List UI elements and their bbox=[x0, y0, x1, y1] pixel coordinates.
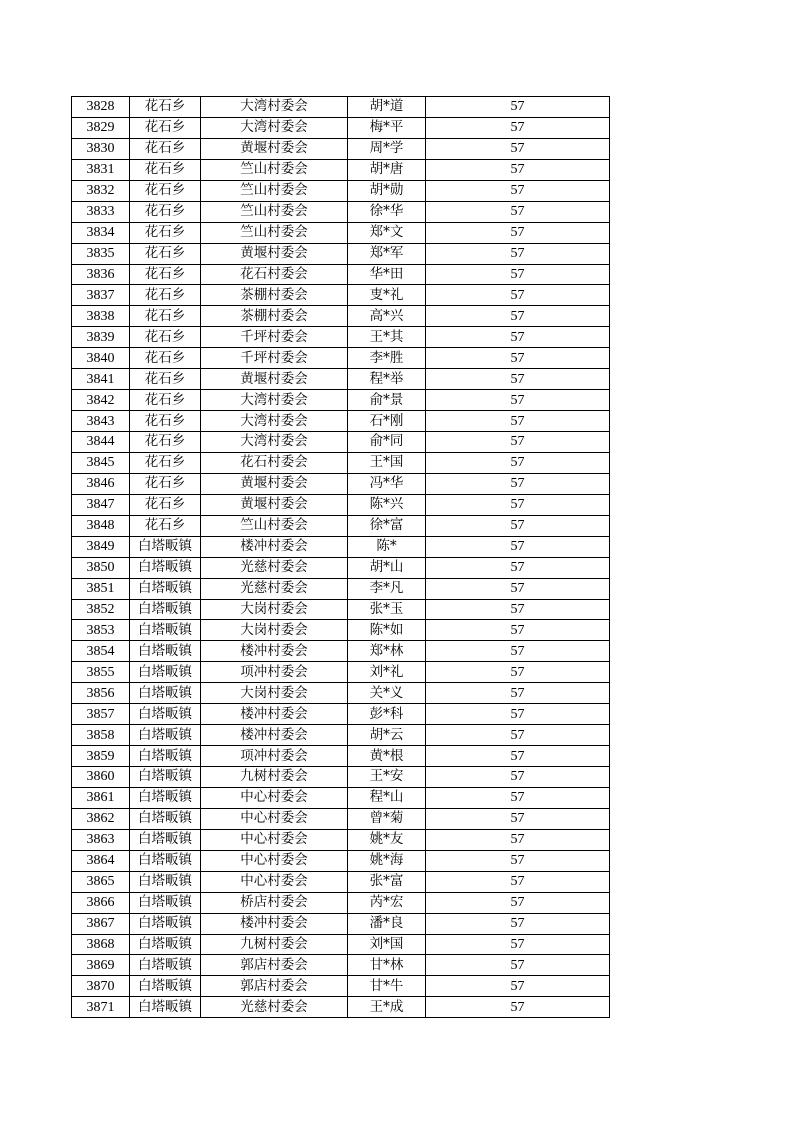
person-name-cell: 陈*如 bbox=[348, 620, 426, 641]
row-number-cell: 3870 bbox=[72, 976, 130, 997]
row-number-cell: 3849 bbox=[72, 536, 130, 557]
village-committee-cell: 大湾村委会 bbox=[201, 97, 348, 118]
table-row bbox=[72, 369, 610, 390]
table-row bbox=[72, 850, 610, 871]
table-row bbox=[72, 285, 610, 306]
table-row bbox=[72, 201, 610, 222]
row-number-cell: 3842 bbox=[72, 390, 130, 411]
village-committee-cell: 郭店村委会 bbox=[201, 955, 348, 976]
village-committee-cell: 大岗村委会 bbox=[201, 599, 348, 620]
township-cell: 白塔畈镇 bbox=[130, 808, 201, 829]
amount-cell: 57 bbox=[426, 871, 610, 892]
township-cell: 白塔畈镇 bbox=[130, 599, 201, 620]
person-name-cell: 甘*林 bbox=[348, 955, 426, 976]
amount-cell: 57 bbox=[426, 243, 610, 264]
person-name-cell: 刘*国 bbox=[348, 934, 426, 955]
row-number-cell: 3856 bbox=[72, 683, 130, 704]
township-cell: 白塔畈镇 bbox=[130, 955, 201, 976]
township-cell: 白塔畈镇 bbox=[130, 829, 201, 850]
village-committee-cell: 黄堰村委会 bbox=[201, 243, 348, 264]
village-committee-cell: 大岗村委会 bbox=[201, 620, 348, 641]
village-committee-cell: 千坪村委会 bbox=[201, 348, 348, 369]
row-number-cell: 3847 bbox=[72, 494, 130, 515]
person-name-cell: 胡*云 bbox=[348, 725, 426, 746]
row-number-cell: 3854 bbox=[72, 641, 130, 662]
amount-cell: 57 bbox=[426, 850, 610, 871]
row-number-cell: 3851 bbox=[72, 578, 130, 599]
amount-cell: 57 bbox=[426, 369, 610, 390]
village-committee-cell: 大湾村委会 bbox=[201, 411, 348, 432]
amount-cell: 57 bbox=[426, 285, 610, 306]
person-name-cell: 徐*华 bbox=[348, 201, 426, 222]
table-row bbox=[72, 997, 610, 1018]
township-cell: 花石乡 bbox=[130, 159, 201, 180]
township-cell: 花石乡 bbox=[130, 494, 201, 515]
amount-cell: 57 bbox=[426, 704, 610, 725]
person-name-cell: 王*安 bbox=[348, 767, 426, 788]
amount-cell: 57 bbox=[426, 180, 610, 201]
amount-cell: 57 bbox=[426, 536, 610, 557]
row-number-cell: 3871 bbox=[72, 997, 130, 1018]
village-committee-cell: 中心村委会 bbox=[201, 829, 348, 850]
township-cell: 白塔畈镇 bbox=[130, 620, 201, 641]
amount-cell: 57 bbox=[426, 913, 610, 934]
amount-cell: 57 bbox=[426, 829, 610, 850]
amount-cell: 57 bbox=[426, 808, 610, 829]
township-cell: 白塔畈镇 bbox=[130, 725, 201, 746]
amount-cell: 57 bbox=[426, 767, 610, 788]
village-committee-cell: 九树村委会 bbox=[201, 934, 348, 955]
township-cell: 白塔畈镇 bbox=[130, 976, 201, 997]
village-committee-cell: 楼冲村委会 bbox=[201, 641, 348, 662]
village-committee-cell: 黄堰村委会 bbox=[201, 369, 348, 390]
row-number-cell: 3850 bbox=[72, 557, 130, 578]
township-cell: 白塔畈镇 bbox=[130, 913, 201, 934]
village-committee-cell: 光慈村委会 bbox=[201, 557, 348, 578]
table-row bbox=[72, 452, 610, 473]
row-number-cell: 3829 bbox=[72, 117, 130, 138]
table-row bbox=[72, 662, 610, 683]
amount-cell: 57 bbox=[426, 976, 610, 997]
table-row bbox=[72, 767, 610, 788]
person-name-cell: 关*义 bbox=[348, 683, 426, 704]
village-committee-cell: 项冲村委会 bbox=[201, 746, 348, 767]
person-name-cell: 石*刚 bbox=[348, 411, 426, 432]
township-cell: 花石乡 bbox=[130, 243, 201, 264]
table-row bbox=[72, 913, 610, 934]
row-number-cell: 3831 bbox=[72, 159, 130, 180]
amount-cell: 57 bbox=[426, 138, 610, 159]
row-number-cell: 3853 bbox=[72, 620, 130, 641]
village-committee-cell: 茶棚村委会 bbox=[201, 306, 348, 327]
row-number-cell: 3860 bbox=[72, 767, 130, 788]
township-cell: 花石乡 bbox=[130, 306, 201, 327]
township-cell: 白塔畈镇 bbox=[130, 787, 201, 808]
person-name-cell: 甘*牛 bbox=[348, 976, 426, 997]
row-number-cell: 3859 bbox=[72, 746, 130, 767]
township-cell: 花石乡 bbox=[130, 117, 201, 138]
person-name-cell: 姚*友 bbox=[348, 829, 426, 850]
township-cell: 花石乡 bbox=[130, 264, 201, 285]
amount-cell: 57 bbox=[426, 432, 610, 453]
village-committee-cell: 楼冲村委会 bbox=[201, 725, 348, 746]
roster-table-body bbox=[72, 97, 610, 1018]
row-number-cell: 3832 bbox=[72, 180, 130, 201]
village-committee-cell: 黄堰村委会 bbox=[201, 473, 348, 494]
table-row bbox=[72, 683, 610, 704]
person-name-cell: 曾*菊 bbox=[348, 808, 426, 829]
table-row bbox=[72, 934, 610, 955]
row-number-cell: 3834 bbox=[72, 222, 130, 243]
amount-cell: 57 bbox=[426, 473, 610, 494]
person-name-cell: 程*山 bbox=[348, 787, 426, 808]
person-name-cell: 郑*文 bbox=[348, 222, 426, 243]
township-cell: 白塔畈镇 bbox=[130, 641, 201, 662]
amount-cell: 57 bbox=[426, 452, 610, 473]
amount-cell: 57 bbox=[426, 662, 610, 683]
village-committee-cell: 楼冲村委会 bbox=[201, 704, 348, 725]
table-row bbox=[72, 97, 610, 118]
amount-cell: 57 bbox=[426, 934, 610, 955]
amount-cell: 57 bbox=[426, 725, 610, 746]
table-row bbox=[72, 411, 610, 432]
village-committee-cell: 竺山村委会 bbox=[201, 201, 348, 222]
village-committee-cell: 茶棚村委会 bbox=[201, 285, 348, 306]
village-committee-cell: 桥店村委会 bbox=[201, 892, 348, 913]
person-name-cell: 张*富 bbox=[348, 871, 426, 892]
amount-cell: 57 bbox=[426, 515, 610, 536]
person-name-cell: 梅*平 bbox=[348, 117, 426, 138]
person-name-cell: 姚*海 bbox=[348, 850, 426, 871]
person-name-cell: 王*其 bbox=[348, 327, 426, 348]
table-row bbox=[72, 180, 610, 201]
village-committee-cell: 大湾村委会 bbox=[201, 390, 348, 411]
person-name-cell: 潘*良 bbox=[348, 913, 426, 934]
row-number-cell: 3845 bbox=[72, 452, 130, 473]
table-row bbox=[72, 536, 610, 557]
row-number-cell: 3839 bbox=[72, 327, 130, 348]
row-number-cell: 3828 bbox=[72, 97, 130, 118]
amount-cell: 57 bbox=[426, 955, 610, 976]
township-cell: 花石乡 bbox=[130, 201, 201, 222]
table-row bbox=[72, 871, 610, 892]
township-cell: 花石乡 bbox=[130, 390, 201, 411]
table-row bbox=[72, 348, 610, 369]
amount-cell: 57 bbox=[426, 578, 610, 599]
amount-cell: 57 bbox=[426, 599, 610, 620]
amount-cell: 57 bbox=[426, 557, 610, 578]
row-number-cell: 3862 bbox=[72, 808, 130, 829]
person-name-cell: 陈* bbox=[348, 536, 426, 557]
village-committee-cell: 光慈村委会 bbox=[201, 578, 348, 599]
person-name-cell: 周*学 bbox=[348, 138, 426, 159]
person-name-cell: 俞*景 bbox=[348, 390, 426, 411]
village-committee-cell: 黄堰村委会 bbox=[201, 494, 348, 515]
row-number-cell: 3848 bbox=[72, 515, 130, 536]
amount-cell: 57 bbox=[426, 306, 610, 327]
table-row bbox=[72, 557, 610, 578]
township-cell: 花石乡 bbox=[130, 411, 201, 432]
row-number-cell: 3869 bbox=[72, 955, 130, 976]
village-committee-cell: 九树村委会 bbox=[201, 767, 348, 788]
row-number-cell: 3867 bbox=[72, 913, 130, 934]
township-cell: 花石乡 bbox=[130, 452, 201, 473]
person-name-cell: 胡*山 bbox=[348, 557, 426, 578]
township-cell: 花石乡 bbox=[130, 180, 201, 201]
township-cell: 白塔畈镇 bbox=[130, 746, 201, 767]
township-cell: 花石乡 bbox=[130, 515, 201, 536]
township-cell: 白塔畈镇 bbox=[130, 767, 201, 788]
person-name-cell: 王*成 bbox=[348, 997, 426, 1018]
table-row bbox=[72, 620, 610, 641]
table-row bbox=[72, 159, 610, 180]
row-number-cell: 3866 bbox=[72, 892, 130, 913]
table-row bbox=[72, 515, 610, 536]
village-committee-cell: 中心村委会 bbox=[201, 808, 348, 829]
table-row bbox=[72, 746, 610, 767]
village-committee-cell: 花石村委会 bbox=[201, 264, 348, 285]
township-cell: 白塔畈镇 bbox=[130, 892, 201, 913]
village-committee-cell: 千坪村委会 bbox=[201, 327, 348, 348]
person-name-cell: 叓*礼 bbox=[348, 285, 426, 306]
table-row bbox=[72, 955, 610, 976]
village-committee-cell: 楼冲村委会 bbox=[201, 536, 348, 557]
table-row bbox=[72, 117, 610, 138]
amount-cell: 57 bbox=[426, 348, 610, 369]
row-number-cell: 3830 bbox=[72, 138, 130, 159]
row-number-cell: 3852 bbox=[72, 599, 130, 620]
township-cell: 白塔畈镇 bbox=[130, 997, 201, 1018]
person-name-cell: 胡*道 bbox=[348, 97, 426, 118]
row-number-cell: 3844 bbox=[72, 432, 130, 453]
amount-cell: 57 bbox=[426, 201, 610, 222]
amount-cell: 57 bbox=[426, 222, 610, 243]
person-name-cell: 张*玉 bbox=[348, 599, 426, 620]
township-cell: 白塔畈镇 bbox=[130, 871, 201, 892]
row-number-cell: 3841 bbox=[72, 369, 130, 390]
row-number-cell: 3864 bbox=[72, 850, 130, 871]
table-row bbox=[72, 704, 610, 725]
township-cell: 花石乡 bbox=[130, 222, 201, 243]
person-name-cell: 李*胜 bbox=[348, 348, 426, 369]
person-name-cell: 俞*同 bbox=[348, 432, 426, 453]
table-row bbox=[72, 432, 610, 453]
table-row bbox=[72, 306, 610, 327]
village-committee-cell: 项冲村委会 bbox=[201, 662, 348, 683]
amount-cell: 57 bbox=[426, 117, 610, 138]
township-cell: 花石乡 bbox=[130, 432, 201, 453]
row-number-cell: 3855 bbox=[72, 662, 130, 683]
table-row bbox=[72, 599, 610, 620]
amount-cell: 57 bbox=[426, 620, 610, 641]
village-committee-cell: 竺山村委会 bbox=[201, 222, 348, 243]
township-cell: 白塔畈镇 bbox=[130, 683, 201, 704]
amount-cell: 57 bbox=[426, 997, 610, 1018]
person-name-cell: 郑*军 bbox=[348, 243, 426, 264]
township-cell: 白塔畈镇 bbox=[130, 557, 201, 578]
person-name-cell: 刘*礼 bbox=[348, 662, 426, 683]
table-row bbox=[72, 327, 610, 348]
row-number-cell: 3861 bbox=[72, 787, 130, 808]
person-name-cell: 华*田 bbox=[348, 264, 426, 285]
table-row bbox=[72, 494, 610, 515]
village-committee-cell: 楼冲村委会 bbox=[201, 913, 348, 934]
person-name-cell: 李*凡 bbox=[348, 578, 426, 599]
table-row bbox=[72, 578, 610, 599]
township-cell: 花石乡 bbox=[130, 285, 201, 306]
row-number-cell: 3835 bbox=[72, 243, 130, 264]
amount-cell: 57 bbox=[426, 892, 610, 913]
amount-cell: 57 bbox=[426, 641, 610, 662]
row-number-cell: 3865 bbox=[72, 871, 130, 892]
table-row bbox=[72, 222, 610, 243]
row-number-cell: 3843 bbox=[72, 411, 130, 432]
village-committee-cell: 大湾村委会 bbox=[201, 432, 348, 453]
village-committee-cell: 大岗村委会 bbox=[201, 683, 348, 704]
person-name-cell: 高*兴 bbox=[348, 306, 426, 327]
row-number-cell: 3836 bbox=[72, 264, 130, 285]
amount-cell: 57 bbox=[426, 390, 610, 411]
table-row bbox=[72, 243, 610, 264]
township-cell: 花石乡 bbox=[130, 348, 201, 369]
person-name-cell: 彭*科 bbox=[348, 704, 426, 725]
village-committee-cell: 竺山村委会 bbox=[201, 180, 348, 201]
row-number-cell: 3833 bbox=[72, 201, 130, 222]
village-committee-cell: 郭店村委会 bbox=[201, 976, 348, 997]
table-row bbox=[72, 473, 610, 494]
table-row bbox=[72, 390, 610, 411]
amount-cell: 57 bbox=[426, 746, 610, 767]
table-row bbox=[72, 829, 610, 850]
roster-table bbox=[71, 96, 610, 1018]
village-committee-cell: 竺山村委会 bbox=[201, 159, 348, 180]
table-row bbox=[72, 138, 610, 159]
village-committee-cell: 光慈村委会 bbox=[201, 997, 348, 1018]
table-row bbox=[72, 264, 610, 285]
person-name-cell: 胡*勋 bbox=[348, 180, 426, 201]
village-committee-cell: 中心村委会 bbox=[201, 871, 348, 892]
person-name-cell: 王*国 bbox=[348, 452, 426, 473]
township-cell: 白塔畈镇 bbox=[130, 662, 201, 683]
amount-cell: 57 bbox=[426, 327, 610, 348]
person-name-cell: 冯*华 bbox=[348, 473, 426, 494]
table-row bbox=[72, 641, 610, 662]
row-number-cell: 3863 bbox=[72, 829, 130, 850]
person-name-cell: 胡*唐 bbox=[348, 159, 426, 180]
row-number-cell: 3846 bbox=[72, 473, 130, 494]
person-name-cell: 徐*富 bbox=[348, 515, 426, 536]
amount-cell: 57 bbox=[426, 494, 610, 515]
row-number-cell: 3857 bbox=[72, 704, 130, 725]
person-name-cell: 黄*根 bbox=[348, 746, 426, 767]
row-number-cell: 3858 bbox=[72, 725, 130, 746]
amount-cell: 57 bbox=[426, 97, 610, 118]
row-number-cell: 3840 bbox=[72, 348, 130, 369]
amount-cell: 57 bbox=[426, 159, 610, 180]
table-row bbox=[72, 976, 610, 997]
township-cell: 花石乡 bbox=[130, 138, 201, 159]
village-committee-cell: 黄堰村委会 bbox=[201, 138, 348, 159]
amount-cell: 57 bbox=[426, 787, 610, 808]
row-number-cell: 3837 bbox=[72, 285, 130, 306]
table-row bbox=[72, 725, 610, 746]
township-cell: 白塔畈镇 bbox=[130, 934, 201, 955]
row-number-cell: 3868 bbox=[72, 934, 130, 955]
village-committee-cell: 中心村委会 bbox=[201, 850, 348, 871]
amount-cell: 57 bbox=[426, 683, 610, 704]
township-cell: 花石乡 bbox=[130, 473, 201, 494]
township-cell: 花石乡 bbox=[130, 327, 201, 348]
township-cell: 花石乡 bbox=[130, 97, 201, 118]
township-cell: 白塔畈镇 bbox=[130, 578, 201, 599]
amount-cell: 57 bbox=[426, 411, 610, 432]
table-row bbox=[72, 787, 610, 808]
row-number-cell: 3838 bbox=[72, 306, 130, 327]
village-committee-cell: 竺山村委会 bbox=[201, 515, 348, 536]
table-row bbox=[72, 808, 610, 829]
village-committee-cell: 大湾村委会 bbox=[201, 117, 348, 138]
person-name-cell: 程*举 bbox=[348, 369, 426, 390]
township-cell: 白塔畈镇 bbox=[130, 850, 201, 871]
person-name-cell: 陈*兴 bbox=[348, 494, 426, 515]
village-committee-cell: 中心村委会 bbox=[201, 787, 348, 808]
township-cell: 白塔畈镇 bbox=[130, 704, 201, 725]
village-committee-cell: 花石村委会 bbox=[201, 452, 348, 473]
person-name-cell: 芮*宏 bbox=[348, 892, 426, 913]
person-name-cell: 郑*林 bbox=[348, 641, 426, 662]
table-row bbox=[72, 892, 610, 913]
township-cell: 白塔畈镇 bbox=[130, 536, 201, 557]
amount-cell: 57 bbox=[426, 264, 610, 285]
township-cell: 花石乡 bbox=[130, 369, 201, 390]
